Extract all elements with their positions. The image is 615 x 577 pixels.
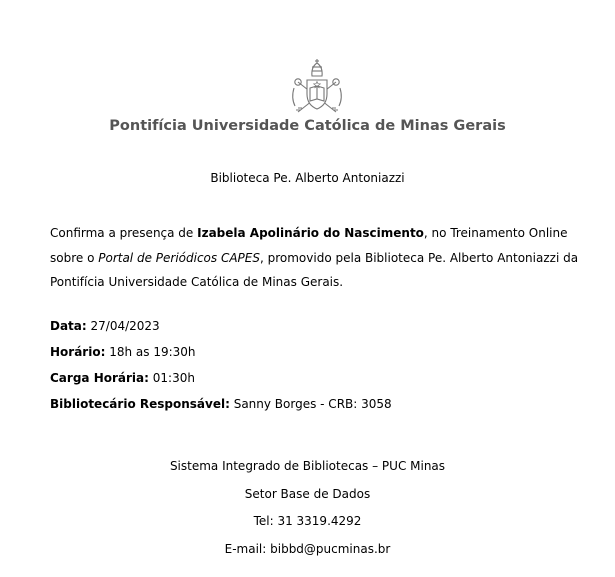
workload-row [50,365,590,391]
portal-name: Portal de Periódicos CAPES [98,250,260,265]
event-details [50,313,590,417]
workload-value: 01:30h [152,371,195,385]
participant-name: Izabela Apolinário do Nascimento [197,226,424,240]
librarian-row [50,391,590,417]
librarian-value: Sanny Borges - CRB: 3058 [233,397,392,411]
date-row [50,313,590,339]
university-name: Pontifícia Universidade Católica de Minas Gerais [109,118,506,134]
email-address: E-mail: bibbd@pucminas.br [224,541,391,556]
sector-name: Setor Base de Dados [244,486,371,501]
library-name: Biblioteca Pe. Alberto Antoniazzi [210,171,405,185]
workload-label: Carga Horária: [50,371,149,385]
intro-text: Confirma a presença de [50,226,198,240]
time-label: Horário: [50,345,106,359]
library-system-name: Sistema Integrado de Bibliotecas – PUC Minas [169,459,446,473]
date-value: 27/04/2023 [90,319,160,333]
date-label: Data: [50,319,87,333]
mid-text: , no Treinamento Online sobre o [50,226,568,265]
time-value: 18h as 19:30h [109,345,196,359]
time-row [50,339,590,365]
phone-number: Tel: 31 3319.4292 [253,514,362,528]
confirmation-paragraph [50,221,590,295]
papal-coat-of-arms-icon [288,58,346,116]
footer-contact [0,453,615,563]
outro-text: , promovido pela Biblioteca Pe. Alberto Antoniazzi da Pontifícia Universidade Católica de Minas Gerais. [50,250,579,289]
librarian-label: Bibliotecário Responsável: [50,397,230,411]
